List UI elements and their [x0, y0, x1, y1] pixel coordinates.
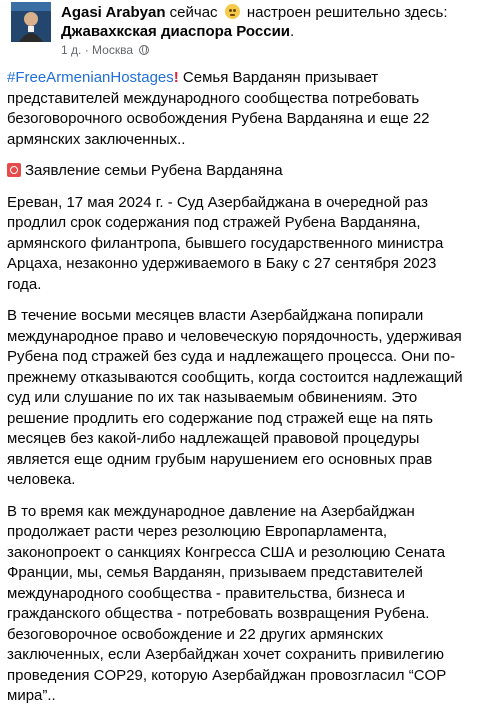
- paragraph-2: В течение восьми месяцев власти Азербайджана попирали международное право и человеческую порядочность, удерживая Рубена под стражей без суда и надлежащего процесса. Они по-прежнему отказываются сообщить, когда состоится надлежащий суд или слушание по их так называемым обвинениям. Это решение продлить его содержание под стражей еще на пять месяцев без какой-либо надлежащей правовой процедуры является еще одним грубым нарушением его основных прав человека.: [7, 307, 463, 488]
- feeling-text: настроен решительно здесь:: [246, 4, 448, 21]
- avatar-image: [11, 2, 51, 42]
- status-time: сейчас: [169, 4, 218, 21]
- avatar[interactable]: [11, 2, 51, 42]
- post-body: [7, 68, 469, 718]
- statement-title: Заявление семьи Рубена Варданяна: [25, 162, 283, 179]
- header-text: Agasi Arabyan сейчас настроен решительно здесь: Джавахкская диаспора России.: [61, 4, 448, 40]
- globe-icon: [139, 45, 149, 55]
- statement-heading: [7, 161, 469, 182]
- paragraph-3: В то время как международное давление на Азербайджан продолжает расти через резолюцию Европарламента, законопроект о санкциях Конгресса США и резолюцию Сената Франции, мы, семья Варданян, призываем представителей международного сообщества - правительства, бизнеса и гражданского общества - потребовать возвращения Рубена. безоговорочное освобождение и 22 других армянских заключенных, если Азербайджан хочет сохранить привилегию проведения COP29, которую Азербайджан провозгласил “COP мира”..: [7, 502, 446, 704]
- post-header: [6, 0, 471, 64]
- author-name[interactable]: Agasi Arabyan: [61, 4, 166, 21]
- hashtag-link[interactable]: #FreeArmenianHostages: [7, 69, 174, 86]
- determined-face-icon: [225, 4, 240, 19]
- post-city[interactable]: Москва: [92, 43, 133, 57]
- intro-text: Семья Варданян призывает представителей международного сообщества потребовать безоговорочного освобождения Рубена Варданяна и еще 22 армянских заключенных..: [7, 69, 430, 148]
- post-intro: [7, 68, 469, 150]
- seal-icon: [7, 163, 21, 177]
- post-time[interactable]: 1 д.: [61, 43, 82, 57]
- paragraph-1: Ереван, 17 мая 2024 г. - Суд Азербайджана в очередной раз продлил срок содержания под стражей Рубена Варданяна, армянского филантропа, бывшего государственного министра Арцаха, незаконно удерживаемого в Баку с 27 сентября 2023 года.: [7, 193, 444, 293]
- location-link[interactable]: Джавахкская диаспора России: [61, 23, 291, 40]
- exclamation-icon: !: [173, 69, 179, 86]
- post-meta: 1 д. · Москва: [61, 42, 149, 58]
